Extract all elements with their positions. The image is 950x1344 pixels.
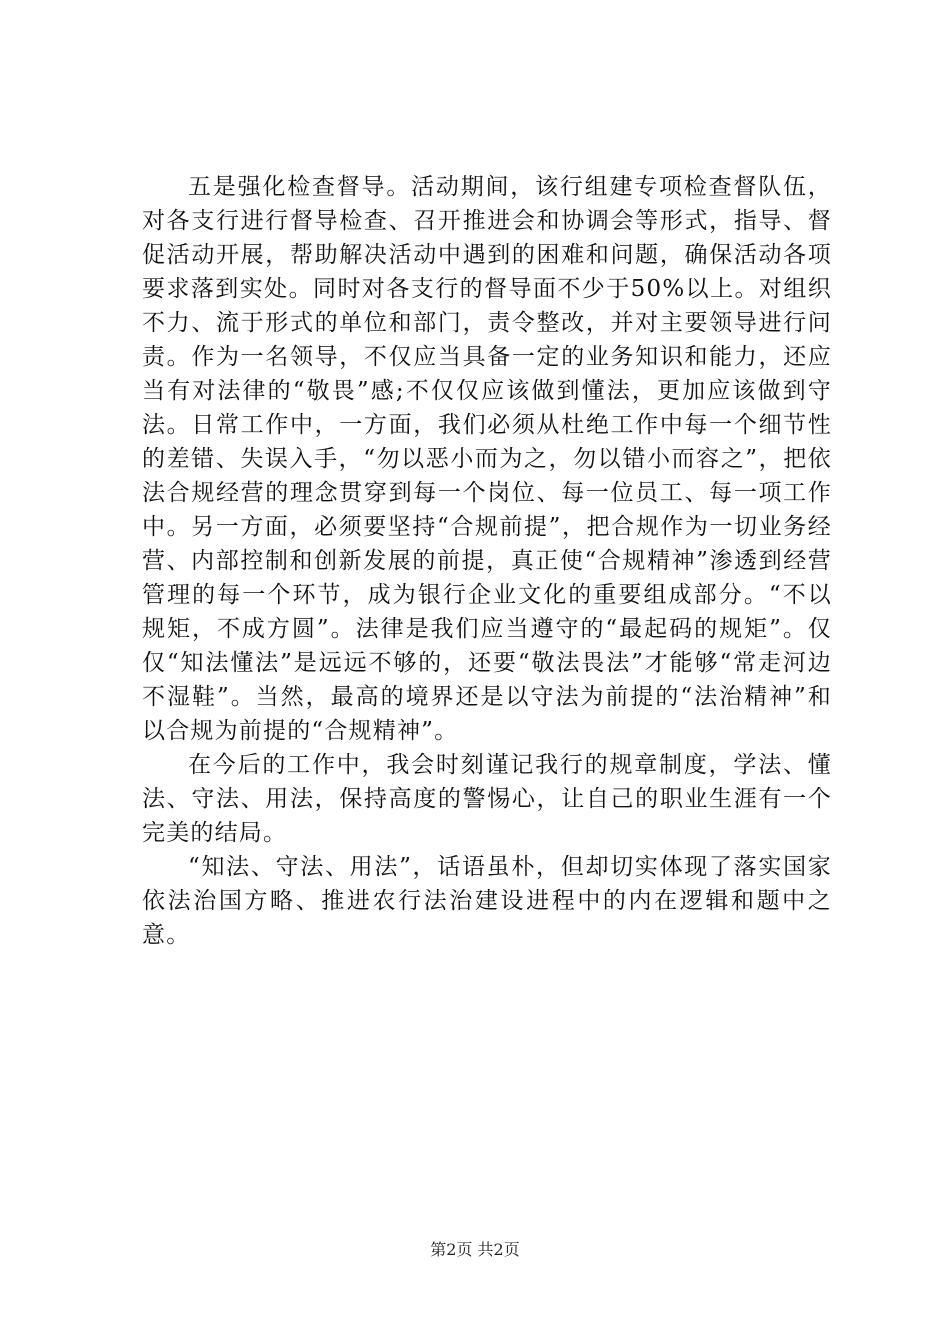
document-body: [142, 170, 832, 952]
page-number-footer: 第2页 共2页: [430, 1240, 520, 1259]
paragraph-supervision: 五是强化检查督导。活动期间，该行组建专项检查督队伍，对各支行进行督导检查、召开推进会和协调会等形式，指导、督促活动开展，帮助解决活动中遇到的困难和问题，确保活动各项要求落到实处。同时对各支行的督导面不少于50%以上。对组织不力、流于形式的单位和部门，责令整改，并对主要领导进行问责。作为一名领导，不仅应当具备一定的业务知识和能力，还应当有对法律的“敬畏”感;不仅仅应该做到懂法，更加应该做到守法。日常工作中，一方面，我们必须从杜绝工作中每一个细节性的差错、失误入手，“勿以恶小而为之，勿以错小而容之”，把依法合规经营的理念贯穿到每一个岗位、每一位员工、每一项工作中。另一方面，必须要坚持“合规前提”，把合规作为一切业务经营、内部控制和创新发展的前提，真正使“合规精神”渗透到经营管理的每一个环节，成为银行企业文化的重要组成部分。“不以规矩，不成方圆”。法律是我们应当遵守的“最起码的规矩”。仅仅“知法懂法”是远远不够的，还要“敬法畏法”才能够“常走河边不湿鞋”。当然，最高的境界还是以守法为前提的“法治精神”和以合规为前提的“合规精神”。: [142, 174, 832, 744]
paragraph-conclusion: “知法、守法、用法”，话语虽朴，但却切实体现了落实国家依法治国方略、推进农行法治建设进程中的内在逻辑和题中之意。: [142, 854, 832, 948]
paragraph-future-work: 在今后的工作中，我会时刻谨记我行的规章制度，学法、懂法、守法、用法，保持高度的警惕心，让自己的职业生涯有一个完美的结局。: [142, 752, 832, 846]
